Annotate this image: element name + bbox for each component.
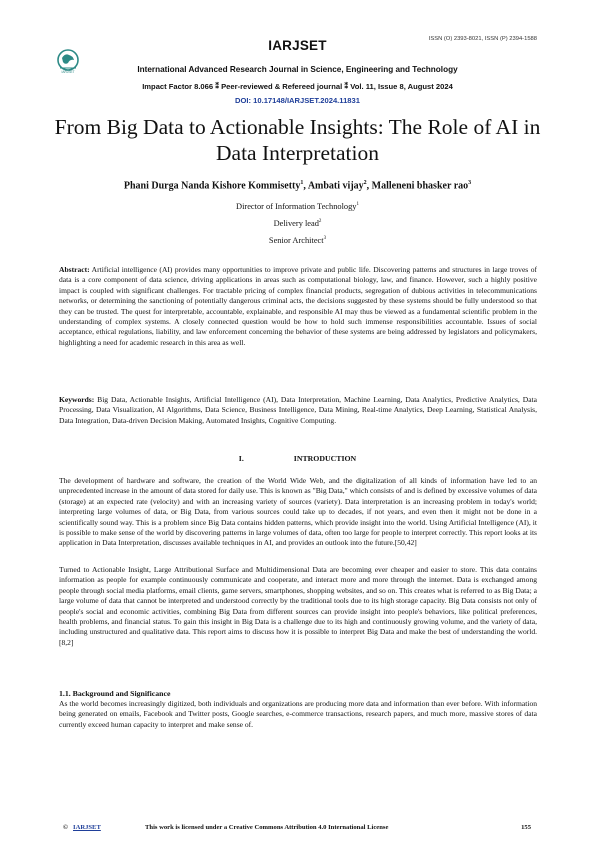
doi-label: DOI:	[235, 96, 252, 105]
background-paragraph: As the world becomes increasingly digitized, both individuals and organizations are producing more data and information than ever before. With information being generated on emails, Facebook and Twitter posts, Google searches, e-commerce transactions, research papers, and much more, massive stores of data currently exceed human capacity to interpret and make sense of.	[59, 699, 537, 729]
journal-short-title: IARJSET	[268, 38, 327, 53]
journal-full-title: International Advanced Research Journal in Science, Engineering and Technology	[137, 65, 458, 74]
copyright-icon: ©	[63, 824, 68, 831]
abstract	[59, 265, 537, 348]
author-name: Ambati vijay	[307, 180, 364, 192]
section-title: INTRODUCTION	[293, 454, 357, 463]
author-sup: 2	[363, 180, 367, 186]
intro-paragraph-2: Turned to Actionable Insight, Large Attributional Surface and Multidimensional Data are becoming ever cheaper and easier to store. This data contains information as people for example continuously communicate and cooperate, and interact more and more through the internet. Data is exchanged among people through social media platforms, email clients, game servers, smartphones, shopping websites, and so on. This creates what is referred to as Big Data; a large volume of data that cannot be interpreted and understood correctly by the traditional tools due to its high storage capacity. Big Data consists not only of people's social and economic activities, combining Big Data from different sources can provide insight into people's behaviors, like political preferences, health problems, and financial status. To gain this insight in Big Data is a challenge due to its high and continuously growing volume, and the variety of data, including unstructured and qualitative data. This report aims to discuss how it is possible to interpret Big Data and make the best of understanding the world.[8,2]	[59, 565, 537, 647]
keywords	[59, 395, 537, 426]
affiliation: Delivery lead$^2$	[273, 219, 322, 228]
svg-text:IARJSET: IARJSET	[61, 70, 75, 74]
license-text: This work is licensed under a Creative Commons Attribution 4.0 International License	[145, 824, 389, 831]
section-heading	[0, 454, 595, 463]
abstract-text: Artificial intelligence (AI) provides many opportunities to improve private and public life. Discovering patterns and structures in large troves of data is a core component of data science, driving applications in areas such as computational biology, law, and finance. However, such a highly positive impact is coupled with significant challenges. For tractable pricing of complex financial products, segregation of dubious activities in telecommunications networks, or determining the sanctioning of potentially dangerous criminal acts, the decisions suggested by these systems should be fully understood so that they can be trusted. The quest for interpretable, accountable, explainable, and responsible AI may thus be viewed as a fundamental scientific problem in the understanding of complex systems. A closely connected question would be how to hold such immense responsibilities accountable. Issues of social acceptance, ethical regulations, liability, and law enforcement concerning the behavior of these systems are being addressed by legislators and policymakers, highlighting a need for academic research in this area as well.	[59, 265, 537, 347]
author-sup: 3	[468, 180, 472, 186]
subsection-heading: 1.1. Background and Significance	[59, 689, 171, 698]
section-number: I.	[238, 454, 244, 463]
abstract-label: Abstract:	[59, 265, 90, 274]
author-name: Malleneni bhasker rao	[371, 180, 469, 192]
doi-link[interactable]: 10.17148/IARJSET.2024.11831	[253, 96, 360, 105]
author-name: Phani Durga Nanda Kishore Kommisetty	[123, 180, 301, 192]
issn-line: ISSN (O) 2393-8021, ISSN (P) 2394-1588	[428, 36, 537, 42]
keywords-text: Big Data, Actionable Insights, Artificial Intelligence (AI), Data Interpretation, Machine Learning, Data Analytics, Predictive Analytics, Data Processing, Data Visualization, AI Algorithms, Data Science, Business Intelligence, Data Mining, Real-time Analytics, Deep Learning, Statistical Analysis, Data Integration, Data-driven Decision Making, Automated Insights, Cognitive Computing.	[59, 395, 537, 425]
author-sup: 1	[300, 180, 304, 186]
page-number: 155	[521, 824, 531, 831]
footer-journal-link[interactable]: IARJSET	[73, 824, 101, 831]
paper-title: From Big Data to Actionable Insights: The Role of AI in Data Interpretation	[54, 115, 541, 165]
intro-paragraph-1: The development of hardware and software, the creation of the World Wide Web, and the digitalization of all kinds of information have led to an unprecedented increase in the amount of data stored for daily use. This is known as "Big Data," which consists of and is defined by excessive volumes of data (storage) at an expected rate (velocity) and with an increasing variety of sources (variety). Data interpretation is an increasing problem in today's world; interpreting large volumes of data, or Big Data, from various sources could take up to decades, if not years, and even then it might not be done in a scientifically sound way. This is a problem since Big Data contains hidden patterns, which provide insight into the world. Using Artificial Intelligence (AI), it is possible to make sense of the world by discovering patterns in large volumes of data, often too large for people to interpret correctly. This report looks at its application in Data Interpretation, discusses available techniques in AI, and provides an outlook into the future.[50,42]	[59, 476, 537, 548]
affiliation: Director of Information Technology$^1$	[236, 202, 359, 211]
keywords-label: Keywords:	[59, 395, 95, 404]
doi-line[interactable]	[0, 96, 595, 105]
affiliation: Senior Architect$^3$	[268, 236, 327, 245]
impact-line: Impact Factor 8.066 ⁑ Peer-reviewed & Refereed journal ⁑ Vol. 11, Issue 8, August 2024	[142, 82, 453, 91]
author-list: Phani Durga Nanda Kishore Kommisetty$^1$, Ambati vijay$^2$, Malleneni bhasker rao$^3$	[123, 180, 472, 192]
